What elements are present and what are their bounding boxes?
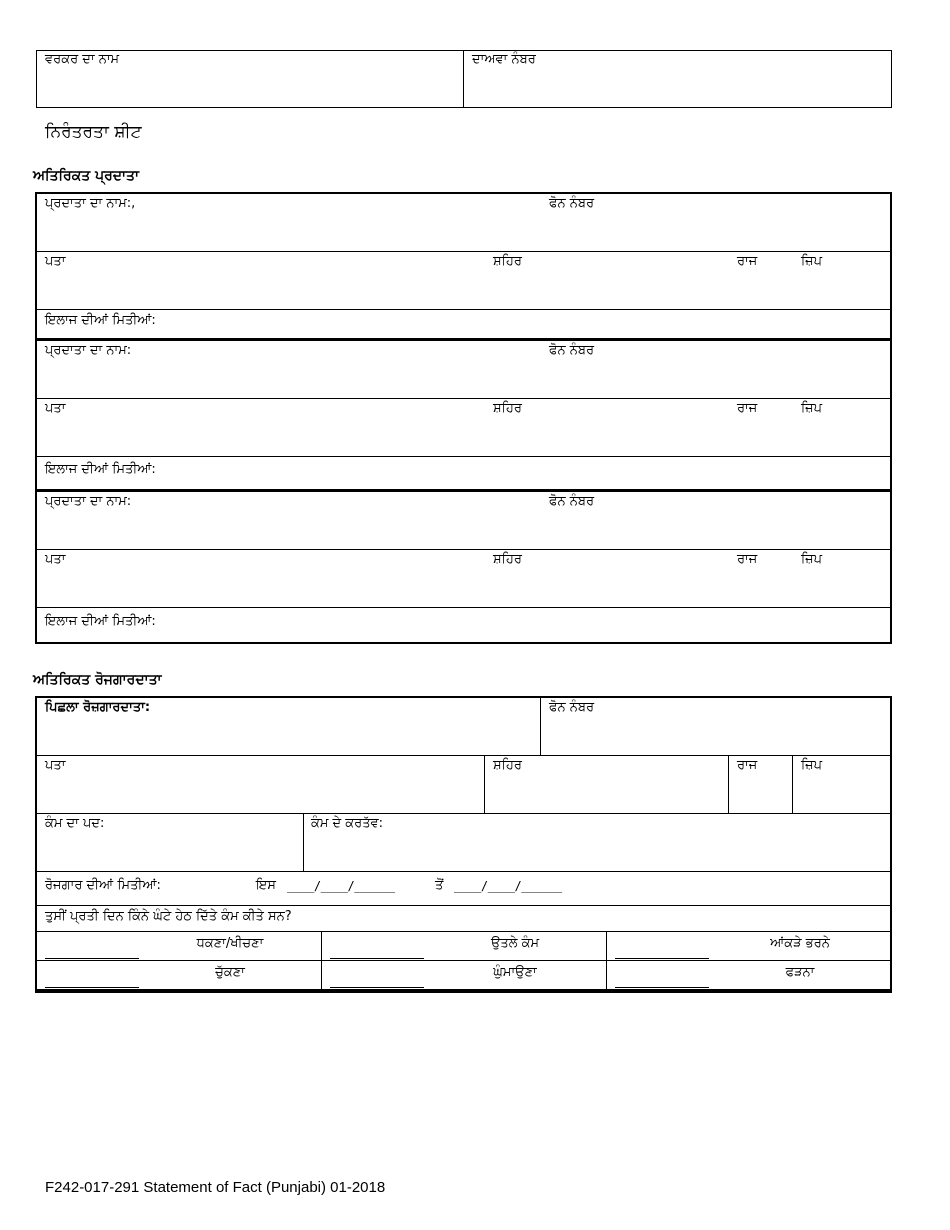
provider-city-field[interactable]	[490, 419, 725, 453]
provider-city-label: ਸ਼ਹਿਰ	[493, 254, 522, 269]
to-label: ਤੋਂ	[435, 878, 444, 893]
activity-label: ਉਤਲੇ ਕੰਮ	[490, 936, 540, 951]
activity-label: ਆਂਕੜੇ ਭਰਨੇ	[770, 936, 830, 951]
row-divider	[37, 607, 890, 608]
job-title-label: ਕੰਮ ਦਾ ਪਦ:	[45, 816, 105, 831]
job-duties-label: ਕੰਮ ਦੇ ਕਰਤੱਵ:	[311, 816, 384, 831]
activity-label: ਘੁੰਮਾਉਣਾ	[493, 965, 537, 980]
provider-zip-field[interactable]	[797, 419, 885, 453]
hours-blank[interactable]	[45, 987, 139, 988]
row-divider	[37, 931, 890, 932]
employment-dates-label: ਰੋਜਗਾਰ ਦੀਆਂ ਮਿਤੀਆਂ:	[45, 878, 161, 893]
provider-block-separator	[35, 489, 892, 492]
row-divider	[37, 456, 890, 457]
claim-number-field[interactable]	[467, 70, 887, 104]
provider-address-label: ਪਤਾ	[45, 254, 66, 269]
providers-heading: ਅਤਿਰਿਕਤ ਪ੍ਰਦਾਤਾ	[33, 168, 140, 184]
treatment-dates-label: ਇਲਾਜ ਦੀਆਂ ਮਿਤੀਆਂ:	[45, 614, 156, 629]
provider-state-label: ਰਾਜ	[737, 401, 758, 416]
provider-name-field[interactable]	[40, 512, 540, 546]
activity-label: ਚੁੱਕਣਾ	[215, 965, 245, 980]
employer-zip-field[interactable]	[797, 776, 885, 810]
provider-phone-field[interactable]	[545, 214, 885, 248]
col-divider	[321, 931, 322, 990]
provider-phone-field[interactable]	[545, 361, 885, 395]
provider-address-field[interactable]	[40, 570, 480, 604]
employer-address-label: ਪਤਾ	[45, 758, 66, 773]
hours-blank[interactable]	[615, 987, 709, 988]
employer-city-label: ਸ਼ਹਿਰ	[493, 758, 522, 773]
provider-city-label: ਸ਼ਹਿਰ	[493, 552, 522, 567]
provider-phone-label: ਫੋਨ ਨੰਬਰ	[549, 494, 595, 509]
provider-zip-field[interactable]	[797, 272, 885, 306]
employers-heading: ਅਤਿਰਿਕਤ ਰੋਜਗਾਰਦਾਤਾ	[33, 672, 162, 688]
provider-state-field[interactable]	[733, 570, 788, 604]
provider-phone-label: ਫੋਨ ਨੰਬਰ	[549, 196, 595, 211]
employer-state-label: ਰਾਜ	[737, 758, 758, 773]
employer-zip-label: ਜ਼ਿਪ	[801, 758, 823, 773]
provider-phone-label: ਫੋਨ ਨੰਬਰ	[549, 343, 595, 358]
previous-employer-label: ਪਿਛਲਾ ਰੋਜ਼ਗਾਰਦਾਤਾ:	[45, 700, 151, 715]
form-id-footer: F242-017-291 Statement of Fact (Punjabi) 01-2018	[45, 1179, 386, 1196]
col-divider	[540, 698, 541, 755]
treatment-dates-field[interactable]	[175, 610, 885, 638]
previous-employer-field[interactable]	[40, 718, 535, 752]
provider-city-field[interactable]	[490, 272, 725, 306]
col-divider	[728, 755, 729, 813]
provider-zip-label: ਜ਼ਿਪ	[801, 552, 823, 567]
provider-address-field[interactable]	[40, 272, 480, 306]
provider-state-field[interactable]	[733, 272, 788, 306]
employer-phone-field[interactable]	[545, 718, 885, 752]
employer-phone-label: ਫੋਨ ਨੰਬਰ	[549, 700, 595, 715]
sheet-title: ਨਿਰੰਤਰਤਾ ਸ਼ੀਟ	[45, 122, 142, 142]
hours-blank[interactable]	[615, 958, 709, 959]
row-divider	[37, 755, 890, 756]
activity-label: ਧਕਣਾ/ਖੀਚਣਾ	[196, 936, 264, 951]
provider-zip-label: ਜ਼ਿਪ	[801, 254, 823, 269]
job-title-field[interactable]	[40, 834, 298, 868]
row-divider	[37, 905, 890, 906]
treatment-dates-field[interactable]	[175, 311, 885, 335]
provider-phone-field[interactable]	[545, 512, 885, 546]
treatment-dates-field[interactable]	[175, 459, 885, 485]
hours-blank[interactable]	[45, 958, 139, 959]
from-label: ਇਸ	[256, 878, 276, 893]
hours-blank[interactable]	[330, 958, 424, 959]
row-divider	[37, 309, 890, 310]
provider-block-separator	[35, 338, 892, 341]
col-divider	[484, 755, 485, 813]
hours-blank[interactable]	[330, 987, 424, 988]
from-date-field[interactable]: ____/____/______	[287, 879, 395, 893]
provider-name-field[interactable]	[40, 214, 540, 248]
job-duties-field[interactable]	[308, 834, 885, 868]
provider-name-label: ਪ੍ਰਦਾਤਾ ਦਾ ਨਾਮ:	[45, 343, 132, 358]
employer-address-field[interactable]	[40, 776, 480, 810]
provider-name-label: ਪ੍ਰਦਾਤਾ ਦਾ ਨਾਮ:	[45, 494, 132, 509]
row-divider	[37, 960, 890, 961]
row-divider	[37, 813, 890, 814]
activity-label: ਫੜਨਾ	[785, 965, 815, 980]
provider-address-label: ਪਤਾ	[45, 401, 66, 416]
provider-zip-field[interactable]	[797, 570, 885, 604]
row-divider	[37, 549, 890, 550]
col-divider	[792, 755, 793, 813]
row-divider	[37, 398, 890, 399]
to-date-field[interactable]: ____/____/______	[454, 879, 562, 893]
provider-state-field[interactable]	[733, 419, 788, 453]
provider-address-field[interactable]	[40, 419, 480, 453]
provider-city-label: ਸ਼ਹਿਰ	[493, 401, 522, 416]
provider-name-field[interactable]	[40, 361, 540, 395]
employer-state-field[interactable]	[733, 776, 788, 810]
hours-question: ਤੁਸੀਂ ਪ੍ਰਤੀ ਦਿਨ ਕਿੰਨੇ ਘੰਟੇ ਹੇਠ ਦਿੱਤੇ ਕੰਮ ਕੀਤੇ ਸਨ?	[45, 909, 292, 924]
row-divider	[37, 871, 890, 872]
provider-zip-label: ਜ਼ਿਪ	[801, 401, 823, 416]
claim-number-label: ਦਾਅਵਾ ਨੰਬਰ	[472, 52, 536, 67]
provider-address-label: ਪਤਾ	[45, 552, 66, 567]
col-divider	[303, 813, 304, 871]
worker-info-divider	[463, 50, 464, 108]
provider-state-label: ਰਾਜ	[737, 254, 758, 269]
provider-name-label: ਪ੍ਰਦਾਤਾ ਦਾ ਨਾਮ:,	[45, 196, 136, 211]
provider-state-label: ਰਾਜ	[737, 552, 758, 567]
treatment-dates-label: ਇਲਾਜ ਦੀਆਂ ਮਿਤੀਆਂ:	[45, 313, 156, 328]
treatment-dates-label: ਇਲਾਜ ਦੀਆਂ ਮਿਤੀਆਂ:	[45, 462, 156, 477]
col-divider	[606, 931, 607, 990]
employer-city-field[interactable]	[489, 776, 724, 810]
worker-name-label: ਵਰਕਰ ਦਾ ਨਾਮ	[45, 52, 120, 67]
provider-city-field[interactable]	[490, 570, 725, 604]
row-divider	[37, 251, 890, 252]
worker-name-field[interactable]	[40, 70, 460, 104]
